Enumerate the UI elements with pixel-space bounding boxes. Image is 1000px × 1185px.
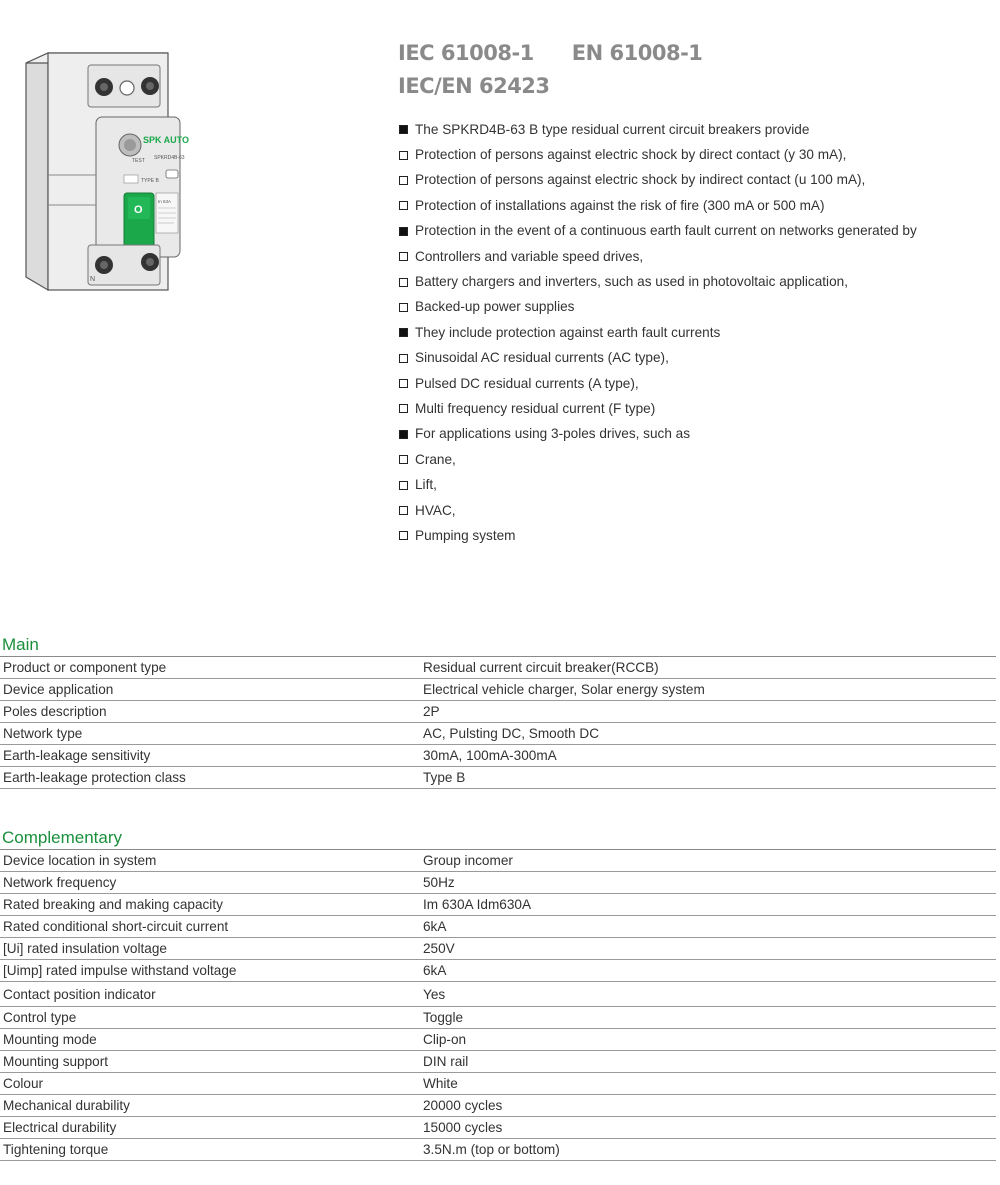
spec-value: Residual current circuit breaker(RCCB)	[420, 657, 996, 679]
spec-value: Type B	[420, 767, 996, 789]
feature-text: Crane,	[415, 451, 456, 467]
spec-label: Rated conditional short-circuit current	[0, 916, 420, 938]
standard-iec-61008: IEC 61008-1	[398, 41, 534, 65]
table-row	[0, 894, 996, 916]
rating-label: In 63A	[158, 199, 172, 204]
standard-iec-en-62423: IEC/EN 62423	[398, 74, 550, 98]
feature-text: Pumping system	[415, 527, 516, 543]
empty-square-bullet-icon	[399, 455, 408, 464]
table-row	[0, 657, 996, 679]
spec-value: 30mA, 100mA-300mA	[420, 745, 996, 767]
table-row	[0, 938, 996, 960]
product-image	[18, 45, 208, 300]
spec-label: Electrical durability	[0, 1117, 420, 1139]
table-row	[0, 723, 996, 745]
table-row	[0, 1029, 996, 1051]
test-label: TEST	[132, 158, 145, 164]
standards-line-1	[398, 38, 702, 71]
main-section-title: Main	[2, 635, 39, 654]
table-row	[0, 701, 996, 723]
feature-text: They include protection against earth fault currents	[415, 324, 721, 340]
complementary-section-title: Complementary	[2, 828, 122, 847]
feature-item	[399, 117, 917, 142]
rccb-illustration	[18, 45, 208, 300]
spec-label: Contact position indicator	[0, 982, 420, 1007]
table-row	[0, 1095, 996, 1117]
feature-item	[399, 523, 917, 548]
empty-square-bullet-icon	[399, 252, 408, 261]
table-row	[0, 679, 996, 701]
spec-label: [Ui] rated insulation voltage	[0, 938, 420, 960]
table-row	[0, 850, 996, 872]
spec-value: White	[420, 1073, 996, 1095]
feature-text: Controllers and variable speed drives,	[415, 248, 644, 264]
spec-value: 3.5N.m (top or bottom)	[420, 1139, 996, 1161]
spec-value: 250V	[420, 938, 996, 960]
spec-value: AC, Pulsting DC, Smooth DC	[420, 723, 996, 745]
filled-square-bullet-icon	[399, 328, 408, 337]
feature-item	[399, 346, 917, 371]
empty-square-bullet-icon	[399, 151, 408, 160]
feature-text: Lift,	[415, 477, 437, 493]
features-list	[399, 117, 917, 549]
spec-value: 6kA	[420, 916, 996, 938]
spec-label: Poles description	[0, 701, 420, 723]
feature-item	[399, 447, 917, 472]
spec-value: DIN rail	[420, 1051, 996, 1073]
feature-item	[399, 295, 917, 320]
feature-item	[399, 168, 917, 193]
table-row	[0, 982, 996, 1007]
switch-off-label: O	[134, 204, 143, 216]
spec-label: Mounting mode	[0, 1029, 420, 1051]
feature-item	[399, 320, 917, 345]
empty-square-bullet-icon	[399, 506, 408, 515]
spec-value: 6kA	[420, 960, 996, 982]
feature-item	[399, 142, 917, 167]
feature-item	[399, 472, 917, 497]
feature-item	[399, 244, 917, 269]
table-row	[0, 872, 996, 894]
spec-label: [Uimp] rated impulse withstand voltage	[0, 960, 420, 982]
spec-value: Clip-on	[420, 1029, 996, 1051]
spec-label: Device location in system	[0, 850, 420, 872]
type-label: TYPE B	[141, 178, 159, 184]
ce-mark	[124, 175, 138, 183]
complementary-spec-table	[0, 849, 996, 1161]
main-section	[0, 634, 996, 789]
terminal-hole-icon	[120, 81, 134, 95]
feature-text: Protection in the event of a continuous earth fault current on networks generated by	[415, 223, 917, 239]
feature-text: Pulsed DC residual currents (A type),	[415, 375, 639, 391]
feature-item	[399, 371, 917, 396]
brand-label: SPK AUTO	[143, 135, 190, 145]
feature-text: Battery chargers and inverters, such as used in photovoltaic application,	[415, 274, 848, 290]
feature-text: Multi frequency residual current (F type)	[415, 400, 656, 416]
table-row	[0, 1007, 996, 1029]
spec-label: Tightening torque	[0, 1139, 420, 1161]
feature-item	[399, 396, 917, 421]
filled-square-bullet-icon	[399, 430, 408, 439]
table-row	[0, 1051, 996, 1073]
feature-text: HVAC,	[415, 502, 456, 518]
spec-value: Im 630A Idm630A	[420, 894, 996, 916]
empty-square-bullet-icon	[399, 379, 408, 388]
spec-label: Product or component type	[0, 657, 420, 679]
spec-label: Earth-leakage sensitivity	[0, 745, 420, 767]
table-row	[0, 1139, 996, 1161]
empty-square-bullet-icon	[399, 354, 408, 363]
table-row	[0, 916, 996, 938]
complementary-section	[0, 827, 996, 1161]
spec-value: 2P	[420, 701, 996, 723]
feature-text: The SPKRD4B-63 B type residual current circuit breakers provide	[415, 121, 810, 137]
empty-square-bullet-icon	[399, 531, 408, 540]
spec-value: Electrical vehicle charger, Solar energy system	[420, 679, 996, 701]
spec-value: Toggle	[420, 1007, 996, 1029]
spec-label: Network type	[0, 723, 420, 745]
spec-label: Colour	[0, 1073, 420, 1095]
feature-text: For applications using 3-poles drives, such as	[415, 426, 691, 442]
table-row	[0, 1117, 996, 1139]
table-row	[0, 767, 996, 789]
empty-square-bullet-icon	[399, 404, 408, 413]
table-row	[0, 745, 996, 767]
spec-label: Mounting support	[0, 1051, 420, 1073]
feature-item	[399, 219, 917, 244]
spec-label: Earth-leakage protection class	[0, 767, 420, 789]
feature-text: Backed-up power supplies	[415, 299, 575, 315]
standards-heading	[398, 38, 702, 104]
filled-square-bullet-icon	[399, 125, 408, 134]
device-side-face	[26, 53, 48, 290]
model-label: SPKRD4B-63	[154, 155, 185, 161]
spec-value: 15000 cycles	[420, 1117, 996, 1139]
spec-value: Yes	[420, 982, 996, 1007]
spec-label: Device application	[0, 679, 420, 701]
spec-value: 20000 cycles	[420, 1095, 996, 1117]
main-spec-table	[0, 656, 996, 789]
feature-text: Protection of persons against electric shock by indirect contact (u 100 mA),	[415, 172, 866, 188]
empty-square-bullet-icon	[399, 176, 408, 185]
spec-label: Mechanical durability	[0, 1095, 420, 1117]
feature-text: Protection of installations against the risk of fire (300 mA or 500 mA)	[415, 197, 825, 213]
feature-text: Sinusoidal AC residual currents (AC type),	[415, 350, 669, 366]
empty-square-bullet-icon	[399, 481, 408, 490]
spec-label: Rated breaking and making capacity	[0, 894, 420, 916]
neutral-label: N	[90, 276, 96, 283]
feature-item	[399, 422, 917, 447]
spec-label: Control type	[0, 1007, 420, 1029]
standard-en-61008: EN 61008-1	[571, 41, 703, 65]
spec-value: Group incomer	[420, 850, 996, 872]
feature-text: Protection of persons against electric shock by direct contact (y 30 mA),	[415, 147, 847, 163]
feature-item	[399, 498, 917, 523]
feature-item	[399, 269, 917, 294]
filled-square-bullet-icon	[399, 227, 408, 236]
indicator-window	[166, 170, 178, 178]
empty-square-bullet-icon	[399, 201, 408, 210]
table-row	[0, 1073, 996, 1095]
empty-square-bullet-icon	[399, 278, 408, 287]
empty-square-bullet-icon	[399, 303, 408, 312]
spec-label: Network frequency	[0, 872, 420, 894]
table-row	[0, 960, 996, 982]
spec-value: 50Hz	[420, 872, 996, 894]
feature-item	[399, 193, 917, 218]
